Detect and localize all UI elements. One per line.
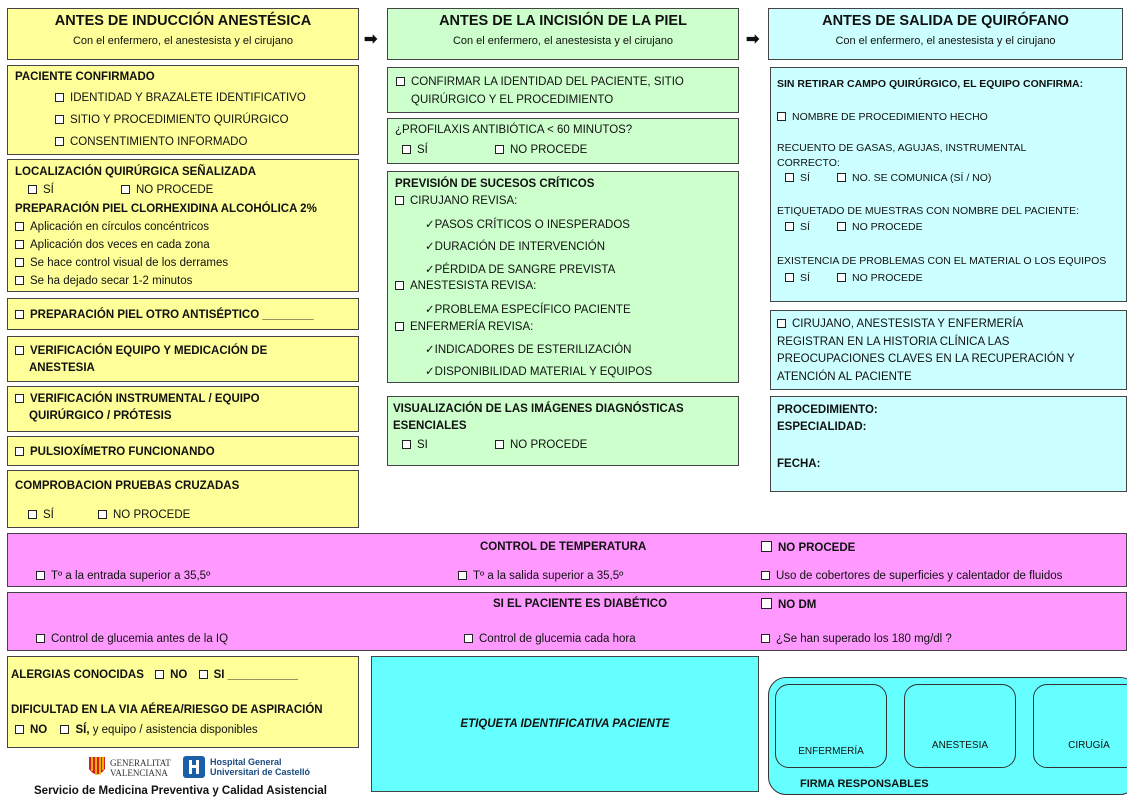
prevision-title: PREVISIÓN DE SUCESOS CRÍTICOS [395,178,595,190]
checklist-item[interactable]: IDENTIDAD Y BRAZALETE IDENTIFICATIVO [55,92,306,104]
si-option[interactable]: SÍ [28,509,54,521]
firmas-panel [768,677,1127,795]
firma-responsables-title: FIRMA RESPONSABLES [800,778,929,790]
checklist-item[interactable]: CIRUJANO REVISA: [395,195,517,207]
no-procede-option[interactable]: NO PROCEDE [837,272,923,284]
visualizacion-title-line2: ESENCIALES [393,420,467,432]
verif-equipo-section [7,336,359,382]
review-item: ✓INDICADORES DE ESTERILIZACIÓN [425,344,632,356]
checklist-item[interactable]: Control de glucemia antes de la IQ [36,633,228,645]
checkbox[interactable] [395,196,404,205]
checkbox[interactable] [15,447,24,456]
checkbox[interactable] [761,571,770,580]
pulsio-section [7,436,359,466]
preparacion-title: PREPARACIÓN PIEL CLORHEXIDINA ALCOHÓLICA 2% [15,203,317,215]
checklist-item[interactable]: CONFIRMAR LA IDENTIDAD DEL PACIENTE, SITIO [396,76,684,88]
review-item: ✓PASOS CRÍTICOS O INESPERADOS [425,219,630,231]
checklist-item[interactable]: SITIO Y PROCEDIMIENTO QUIRÚRGICO [55,114,289,126]
checkbox[interactable] [60,725,69,734]
sin-retirar-section [770,67,1127,302]
fecha-label: FECHA: [777,458,821,470]
col2-header [387,8,739,60]
checklist-item[interactable]: VERIFICACIÓN INSTRUMENTAL / EQUIPO [15,393,260,405]
review-item: ✓PÉRDIDA DE SANGRE PREVISTA [425,264,616,276]
confirmar-line2: QUIRÚRGICO Y EL PROCEDIMIENTO [411,94,614,106]
col1-header [7,8,359,60]
checkbox[interactable] [98,510,107,519]
checkbox[interactable] [121,185,130,194]
registro-line: REGISTRAN EN LA HISTORIA CLÍNICA LAS [777,336,1010,348]
no-procede-option[interactable]: NO PROCEDE [837,221,923,233]
arrow-right-icon: ➡ [746,31,760,48]
localizacion-section [7,159,359,292]
no-option[interactable]: NO [155,669,187,681]
checkbox[interactable] [15,346,24,355]
checkbox[interactable] [837,222,846,231]
verif-instr-line2: QUIRÚRGICO / PRÓTESIS [29,410,172,422]
col2-title: ANTES DE LA INCISIÓN DE LA PIEL [439,13,687,29]
checklist-item[interactable]: PULSIOXÍMETRO FUNCIONANDO [15,446,215,458]
checkbox[interactable] [55,115,64,124]
alergias-section [7,656,359,748]
via-aerea-title: DIFICULTAD EN LA VIA AÉREA/RIESGO DE ASPIRACIÓN [11,704,323,716]
si-option[interactable]: SI ___________ [199,669,298,681]
checklist-item[interactable]: VERIFICACIÓN EQUIPO Y MEDICACIÓN DE [15,345,267,357]
si-option[interactable]: SÍ [785,272,810,284]
si-option[interactable]: SÍ [28,184,54,196]
checklist-item[interactable]: ANESTESISTA REVISA: [395,280,536,292]
checkbox[interactable] [155,670,164,679]
procedimiento-label: PROCEDIMIENTO: [777,404,878,416]
servicio-footer: Servicio de Medicina Preventiva y Calidad Asistencial [34,785,327,797]
checkbox[interactable] [495,145,504,154]
checklist-item[interactable]: Aplicación en círculos concéntricos [15,221,209,233]
registro-section [770,310,1127,390]
checkbox[interactable] [15,276,24,285]
checklist-item[interactable]: CIRUJANO, ANESTESISTA Y ENFERMERÍA [777,318,1023,330]
procedimiento-section [770,396,1127,492]
checkbox[interactable] [15,310,24,319]
visualizacion-title: VISUALIZACIÓN DE LAS IMÁGENES DIAGNÓSTICAS [393,403,684,415]
checkbox[interactable] [777,112,786,121]
checkbox[interactable] [396,77,405,86]
verif-equipo-line2: ANESTESIA [29,362,95,374]
col3-header [768,8,1123,60]
localizacion-title: LOCALIZACIÓN QUIRÚRGICA SEÑALIZADA [15,166,257,178]
checklist-item[interactable]: CONSENTIMIENTO INFORMADO [55,136,247,148]
checkbox[interactable] [464,634,473,643]
col3-subtitle: Con el enfermero, el anestesista y el cirujano [835,35,1056,47]
checkbox[interactable] [15,394,24,403]
checkbox[interactable] [395,322,404,331]
temperatura-title: CONTROL DE TEMPERATURA [480,541,647,553]
checklist-item[interactable]: Tº a la entrada superior a 35,5º [36,570,210,582]
review-item: ✓PROBLEMA ESPECÍFICO PACIENTE [425,304,631,316]
alergias-label: ALERGIAS CONOCIDAS NO SI ___________ [11,669,298,681]
no-dm-option[interactable]: NO DM [761,598,816,611]
no-comunica-option[interactable]: NO. SE COMUNICA (SÍ / NO) [837,172,991,184]
review-item: ✓DISPONIBILIDAD MATERIAL Y EQUIPOS [425,366,653,378]
etiquetado-text: ETIQUETADO DE MUESTRAS CON NOMBRE DEL PACIENTE: [777,205,1080,217]
pruebas-section [7,470,359,528]
checklist-item[interactable]: PREPARACIÓN PIEL OTRO ANTISÉPTICO ________ [15,309,314,321]
paciente-title: PACIENTE CONFIRMADO [15,71,155,83]
checkbox[interactable] [785,173,794,182]
checkbox[interactable] [777,319,786,328]
profilaxis-title: ¿PROFILAXIS ANTIBIÓTICA < 60 MINUTOS? [395,124,633,136]
checklist-item[interactable]: Se hace control visual de los derrames [15,257,228,269]
col1-subtitle: Con el enfermero, el anestesista y el cirujano [72,35,294,47]
confirmar-section [387,67,739,113]
checkbox[interactable] [15,222,24,231]
checkbox[interactable] [402,145,411,154]
review-item: ✓DURACIÓN DE INTERVENCIÓN [425,241,606,253]
si-option[interactable]: SÍ [402,144,428,156]
checkbox[interactable] [199,670,208,679]
no-procede-option[interactable]: NO PROCEDE [761,541,855,554]
checkbox[interactable] [837,273,846,282]
checklist-item[interactable]: NOMBRE DE PROCEDIMIENTO HECHO [777,111,988,123]
checklist-item[interactable]: Aplicación dos veces en cada zona [15,239,210,251]
etiqueta-label: ETIQUETA IDENTIFICATIVA PACIENTE [460,718,670,730]
diabetico-title: SI EL PACIENTE ES DIABÉTICO [493,598,668,610]
checklist-item[interactable]: ¿Se han superado los 180 mg/dl ? [761,633,952,645]
checkbox[interactable] [837,173,846,182]
checklist-item[interactable]: Tº a la salida superior a 35,5º [458,570,623,582]
checkbox[interactable] [55,93,64,102]
signature-box-enfermeria[interactable]: ENFERMERÍA [775,684,887,768]
temperatura-section [7,533,1127,587]
no-procede-option[interactable]: NO PROCEDE [495,439,587,451]
prep-otro-section [7,298,359,330]
pruebas-title: COMPROBACION PRUEBAS CRUZADAS [15,480,240,492]
checkbox[interactable] [36,571,45,580]
recuento-text: RECUENTO DE GASAS, AGUJAS, INSTRUMENTAL [777,142,1027,154]
generalitat-emblem-icon [86,755,108,781]
especialidad-label: ESPECIALIDAD: [777,421,867,433]
si-option[interactable]: SÍ, y equipo / asistencia disponibles [60,724,257,736]
diabetico-section [7,592,1127,651]
checkbox[interactable] [495,440,504,449]
checklist-item[interactable]: ENFERMERÍA REVISA: [395,321,533,333]
checkbox[interactable] [15,725,24,734]
signature-box-anestesia[interactable]: ANESTESIA [904,684,1016,768]
checkbox[interactable] [395,281,404,290]
col2-subtitle: Con el enfermero, el anestesista y el cirujano [452,35,674,47]
visualizacion-section [387,396,739,466]
signature-box-cirugia[interactable]: CIRUGÍA [1033,684,1127,768]
prevision-section [387,171,739,383]
checkbox[interactable] [55,137,64,146]
etiqueta-box [371,656,759,792]
no-procede-option[interactable]: NO PROCEDE [495,144,587,156]
paciente-section [7,65,359,155]
checkbox[interactable] [761,634,770,643]
checklist-item[interactable]: Se ha dejado secar 1-2 minutos [15,275,192,287]
checkbox[interactable] [15,240,24,249]
checkbox[interactable] [402,440,411,449]
verif-instr-section [7,386,359,432]
checkbox[interactable] [28,185,37,194]
profilaxis-section [387,118,739,164]
checkbox[interactable] [458,571,467,580]
col1-title: ANTES DE INDUCCIÓN ANESTÉSICA [54,13,312,29]
no-option[interactable]: NO [15,724,47,736]
si-option[interactable]: SI [402,439,428,451]
checklist-item[interactable]: Uso de cobertores de superficies y calentador de fluidos [761,570,1062,582]
no-procede-option[interactable]: NO PROCEDE [98,509,190,521]
checkbox[interactable] [761,598,772,609]
checkbox[interactable] [785,222,794,231]
existencia-text: EXISTENCIA DE PROBLEMAS CON EL MATERIAL O LOS EQUIPOS [777,255,1107,267]
registro-line: PREOCUPACIONES CLAVES EN LA RECUPERACIÓN Y [777,353,1075,365]
checkbox[interactable] [36,634,45,643]
via-aerea-options [15,724,258,736]
checkbox[interactable] [761,541,772,552]
arrow-right-icon: ➡ [364,31,378,48]
checkbox[interactable] [28,510,37,519]
no-procede-option[interactable]: NO PROCEDE [121,184,213,196]
checkbox[interactable] [15,258,24,267]
sin-retirar-title: SIN RETIRAR CAMPO QUIRÚRGICO, EL EQUIPO CONFIRMA: [777,78,1084,90]
checkbox[interactable] [785,273,794,282]
col3-title: ANTES DE SALIDA DE QUIRÓFANO [822,13,1069,29]
hospital-emblem-icon [182,755,206,779]
si-option[interactable]: SÍ [785,221,810,233]
recuento-text-line2: CORRECTO: [777,157,840,169]
checklist-item[interactable]: Control de glucemia cada hora [464,633,636,645]
registro-line: ATENCIÓN AL PACIENTE [777,371,912,383]
si-option[interactable]: SÍ [785,172,810,184]
